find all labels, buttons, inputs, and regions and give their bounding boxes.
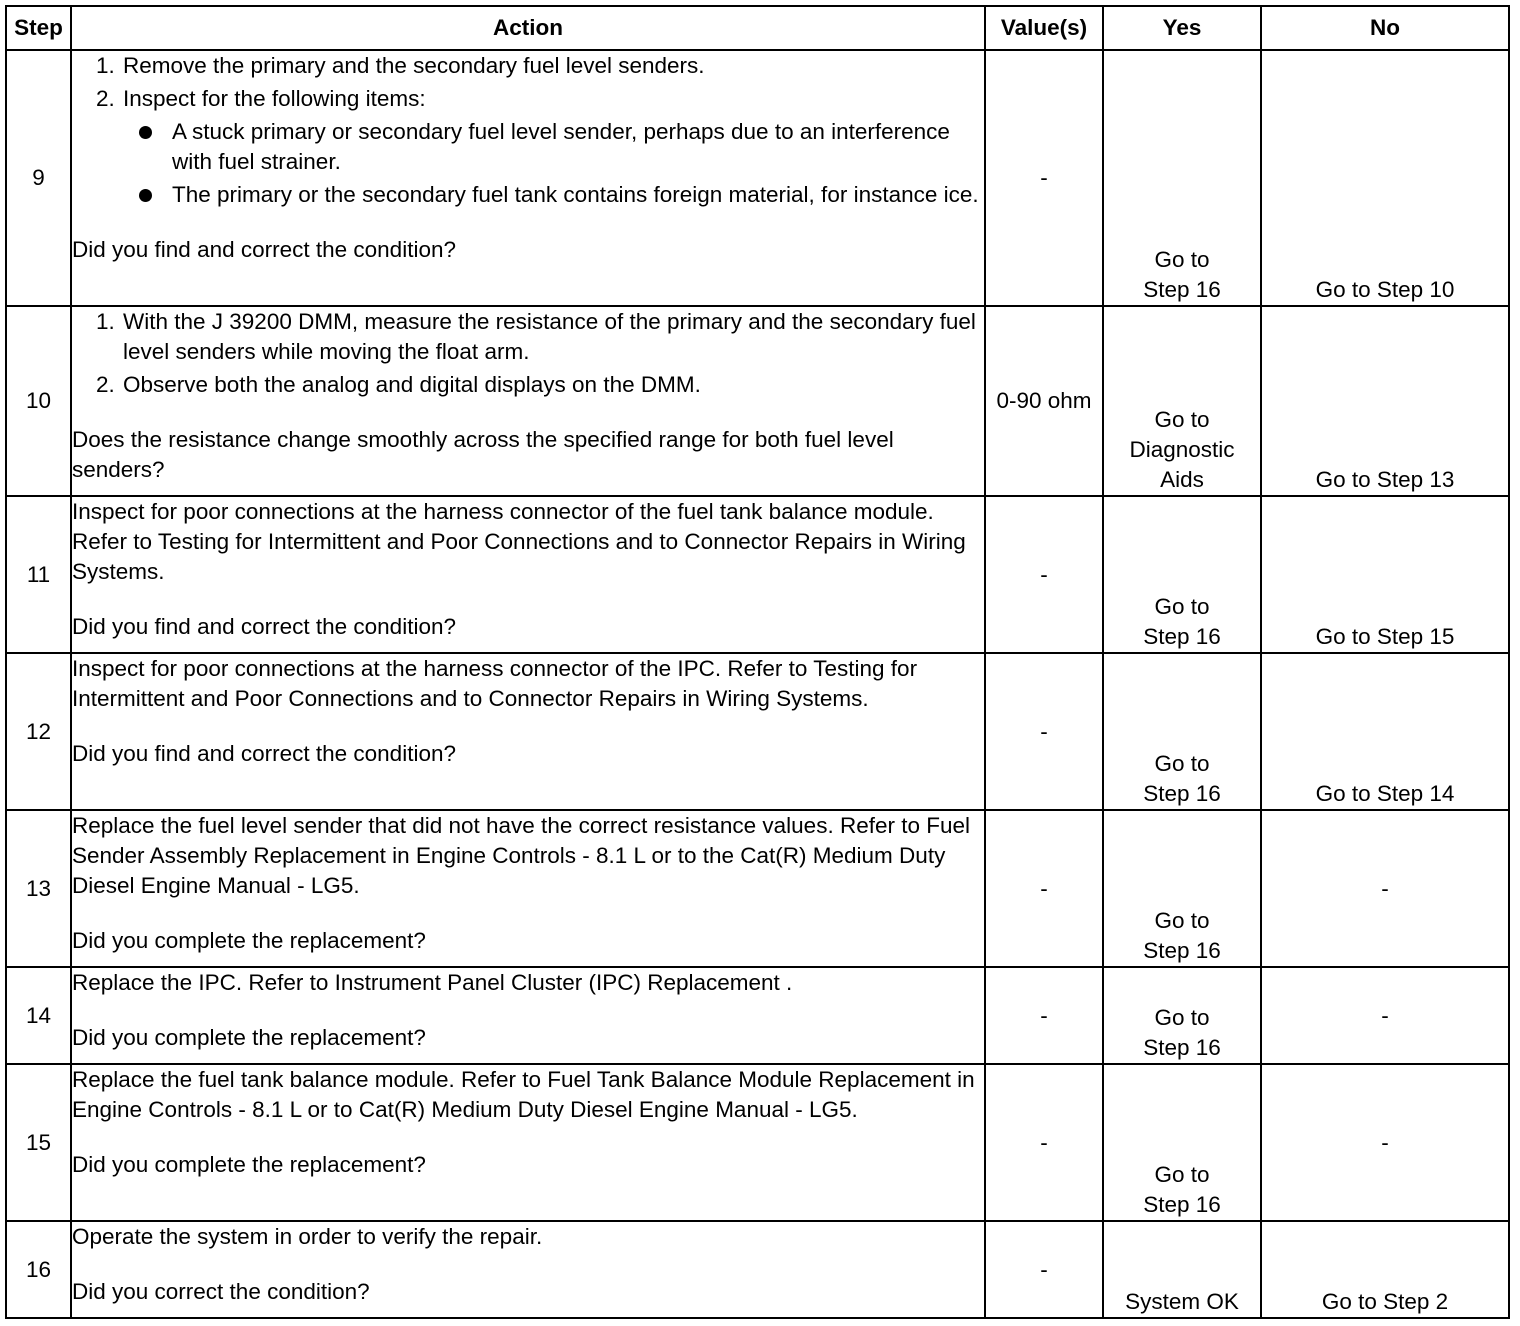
action-bullets — [123, 117, 984, 210]
action-cell — [71, 50, 985, 306]
no-cell: - — [1261, 1064, 1509, 1221]
value-cell: 0-90 ohm — [985, 306, 1103, 496]
yes-text: Go to Step 16 — [1143, 1162, 1221, 1217]
value-cell: - — [985, 50, 1103, 306]
yes-text: Go to Diagnostic Aids — [1129, 407, 1235, 492]
action-step — [121, 84, 984, 210]
no-cell: Go to Step 13 — [1261, 306, 1509, 496]
yes-text: Go to Step 16 — [1143, 908, 1221, 963]
value-cell: - — [985, 1221, 1103, 1318]
header-action: Action — [71, 6, 985, 50]
action-steps — [72, 307, 984, 400]
action-cell — [71, 653, 985, 810]
value-cell: - — [985, 1064, 1103, 1221]
yes-cell — [1103, 496, 1261, 653]
yes-text: Go to Step 16 — [1143, 1005, 1221, 1060]
yes-cell — [1103, 50, 1261, 306]
action-bullet: A stuck primary or secondary fuel level sender, perhaps due to an interference with fuel strainer. — [172, 117, 984, 177]
no-cell: - — [1261, 967, 1509, 1064]
step-number: 11 — [6, 496, 71, 653]
yes-cell — [1103, 1064, 1261, 1221]
table-row — [6, 810, 1509, 967]
action-text: Replace the fuel tank balance module. Refer to Fuel Tank Balance Module Replacement in Engine Controls - 8.1 L or to Cat(R) Medium Duty Diesel Engine Manual - LG5. — [72, 1067, 975, 1122]
action-question: Does the resistance change smoothly across the specified range for both fuel level senders? — [72, 427, 894, 482]
action-step: 2. Observe both the analog and digital displays on the DMM. — [121, 370, 984, 400]
step-number: 13 — [6, 810, 71, 967]
table-row — [6, 50, 1509, 306]
step-number: 16 — [6, 1221, 71, 1318]
value-cell: - — [985, 967, 1103, 1064]
no-cell: Go to Step 15 — [1261, 496, 1509, 653]
header-values: Value(s) — [985, 6, 1103, 50]
yes-cell — [1103, 306, 1261, 496]
diagnostic-table — [5, 5, 1510, 1319]
action-question: Did you complete the replacement? — [72, 928, 426, 953]
action-cell — [71, 1064, 985, 1221]
header-no: No — [1261, 6, 1509, 50]
no-cell: Go to Step 2 — [1261, 1221, 1509, 1318]
action-cell — [71, 306, 985, 496]
step-number: 10 — [6, 306, 71, 496]
yes-cell — [1103, 653, 1261, 810]
table-row — [6, 1064, 1509, 1221]
yes-text: Go to Step 16 — [1143, 594, 1221, 649]
action-text: Operate the system in order to verify the repair. — [72, 1224, 543, 1249]
no-cell: Go to Step 10 — [1261, 50, 1509, 306]
action-cell — [71, 496, 985, 653]
action-text: Replace the fuel level sender that did not have the correct resistance values. Refer to Fuel Sender Assembly Replacement in Engine Controls - 8.1 L or to the Cat(R) Medium Duty Diesel Engine Manual - LG5. — [72, 813, 971, 898]
table-row — [6, 1221, 1509, 1318]
action-question: Did you find and correct the condition? — [72, 741, 456, 766]
action-text: Replace the IPC. Refer to Instrument Panel Cluster (IPC) Replacement . — [72, 970, 793, 995]
no-cell: Go to Step 14 — [1261, 653, 1509, 810]
header-step: Step — [6, 6, 71, 50]
yes-text: Go to Step 16 — [1143, 751, 1221, 806]
table-row — [6, 306, 1509, 496]
value-cell: - — [985, 653, 1103, 810]
yes-cell — [1103, 967, 1261, 1064]
step-number: 15 — [6, 1064, 71, 1221]
action-question: Did you find and correct the condition? — [72, 237, 456, 262]
action-step: 1. Remove the primary and the secondary fuel level senders. — [121, 51, 984, 81]
step-number: 9 — [6, 50, 71, 306]
action-step-text: Inspect for the following items: — [123, 86, 426, 111]
action-steps — [72, 51, 984, 210]
action-question: Did you complete the replacement? — [72, 1025, 426, 1050]
action-cell — [71, 967, 985, 1064]
step-number: 14 — [6, 967, 71, 1064]
action-question: Did you correct the condition? — [72, 1279, 370, 1304]
header-row — [6, 6, 1509, 50]
action-question: Did you find and correct the condition? — [72, 614, 456, 639]
value-cell: - — [985, 496, 1103, 653]
table-row — [6, 653, 1509, 810]
action-bullet: The primary or the secondary fuel tank contains foreign material, for instance ice. — [172, 180, 984, 210]
value-cell: - — [985, 810, 1103, 967]
table-row — [6, 967, 1509, 1064]
header-yes: Yes — [1103, 6, 1261, 50]
action-cell — [71, 810, 985, 967]
action-text: Inspect for poor connections at the harness connector of the IPC. Refer to Testing for Intermittent and Poor Connections and to Connector Repairs in Wiring Systems. — [72, 656, 918, 711]
action-cell — [71, 1221, 985, 1318]
yes-cell — [1103, 810, 1261, 967]
yes-cell: System OK — [1103, 1221, 1261, 1318]
step-number: 12 — [6, 653, 71, 810]
action-text: Inspect for poor connections at the harness connector of the fuel tank balance module. Refer to Testing for Intermittent and Poor Connections and to Connector Repairs in Wiring Systems. — [72, 499, 966, 584]
action-question: Did you complete the replacement? — [72, 1152, 426, 1177]
action-step: 1. With the J 39200 DMM, measure the resistance of the primary and the secondary fuel level senders while moving the float arm. — [121, 307, 984, 367]
yes-text: Go to Step 16 — [1143, 247, 1221, 302]
table-row — [6, 496, 1509, 653]
no-cell: - — [1261, 810, 1509, 967]
